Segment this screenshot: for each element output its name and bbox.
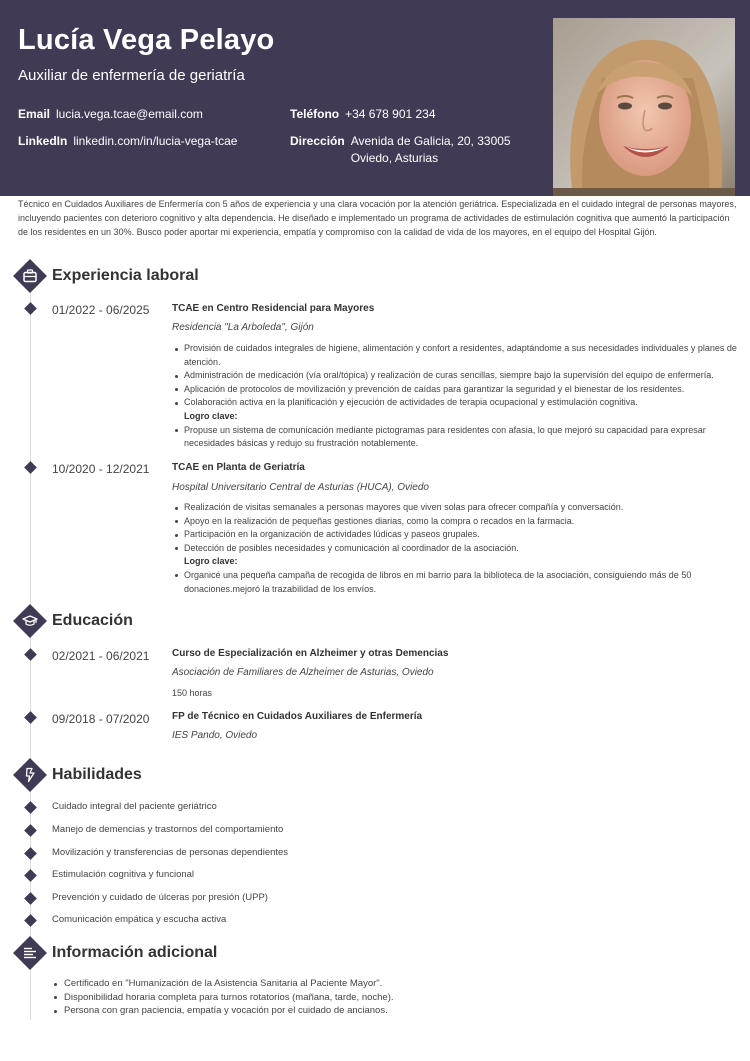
skill-item: Cuidado integral del paciente geriátrico [52, 801, 217, 812]
list-item: Detección de posibles necesidades y comunicación al coordinador de la asociación. [172, 542, 737, 556]
professional-summary: Técnico en Cuidados Auxiliares de Enfermería con 5 años de experiencia y una clara vocación por la atención geriátrica. Especializada en el cuidado integral de personas mayores, incluyendo pacientes con deterioro cognitivo y alta dependencia. He diseñado e implementado un programa de actividades de estimulación cognitiva que aumentó la participación de los residentes en un 30%. Busco poder aportar mi experiencia, empatía y compromiso con la calidad de vida de los mayores, en el equipo del Hospital Gijón. [18, 199, 737, 237]
linkedin-value[interactable]: linkedin.com/in/lucia-vega-tcae [73, 134, 238, 148]
timeline-marker [24, 461, 37, 474]
education-school: IES Pando, Oviedo [172, 730, 258, 741]
timeline-marker [24, 869, 37, 882]
list-item: Participación en la organización de actividades lúdicas y paseos grupales. [172, 528, 737, 542]
list-item: Provisión de cuidados integrales de higiene, alimentación y confort a residentes, adaptándome a sus necesidades individuales y planes de atención. [172, 342, 737, 369]
list-item: Colaboración activa en la planificación y ejecución de actividades de terapia ocupacional y estimulación cognitiva. [172, 396, 737, 410]
contact-email [18, 106, 203, 123]
section-title-additional: Información adicional [52, 944, 218, 961]
education-note: 150 horas [172, 688, 213, 698]
key-achievement-label: Logro clave: [184, 410, 238, 421]
job-title: TCAE en Centro Residencial para Mayores [172, 303, 375, 314]
timeline-marker [24, 892, 37, 905]
email-label: Email [18, 107, 51, 121]
section-education-header [13, 604, 133, 638]
timeline-marker [24, 302, 37, 315]
job-date-range: 10/2020 - 12/2021 [52, 462, 150, 476]
job-employer: Hospital Universitario Central de Asturias (HUCA), Oviedo [172, 482, 429, 493]
education-school: Asociación de Familiares de Alzheimer de Asturias, Oviedo [172, 667, 434, 678]
linkedin-label: LinkedIn [18, 134, 68, 148]
education-date-range: 09/2018 - 07/2020 [52, 712, 150, 726]
section-additional-header [13, 936, 217, 970]
job-responsibilities [172, 501, 737, 596]
list-item: Persona con gran paciencia, empatía y vocación por el cuidado de ancianos. [52, 1004, 652, 1018]
skill-item: Manejo de demencias y trastornos del comportamiento [52, 824, 284, 835]
key-achievement: Propuse un sistema de comunicación mediante pictogramas para residentes con afasia, lo que mejoró su capacidad para expresar necesidades básicas y redujo su frustración notablemente. [172, 424, 737, 451]
briefcase-icon [22, 268, 38, 284]
timeline-marker [24, 914, 37, 927]
section-icon-badge [13, 936, 47, 970]
key-achievement: Organicé una pequeña campaña de recogida de libros en mi barrio para la biblioteca de la asociación, consiguiendo más de 50 donaciones.mejoró la trazabilidad de los envíos. [172, 569, 737, 596]
additional-info-list [52, 977, 652, 1018]
resume-header [0, 0, 750, 196]
contact-address [290, 133, 551, 167]
section-skills-header [13, 758, 142, 792]
job-date-range: 01/2022 - 06/2025 [52, 303, 150, 317]
address-label: Dirección [290, 134, 345, 148]
candidate-name: Lucía Vega Pelayo [18, 24, 275, 56]
list-item: Realización de visitas semanales a personas mayores que viven solas para ofrecer compañía y conversación. [172, 501, 737, 515]
education-degree: Curso de Especialización en Alzheimer y otras Demencias [172, 648, 449, 659]
section-icon-badge [13, 604, 47, 638]
text-lines-icon [22, 945, 38, 961]
phone-label: Teléfono [290, 107, 340, 121]
section-icon-badge [13, 758, 47, 792]
list-item: Disponibilidad horaria completa para turnos rotatorios (mañana, tarde, noche). [52, 991, 652, 1005]
job-responsibilities [172, 342, 737, 451]
education-degree: FP de Técnico en Cuidados Auxiliares de Enfermería [172, 711, 423, 722]
section-icon-badge [13, 259, 47, 293]
skill-item: Movilización y transferencias de personas dependientes [52, 847, 289, 858]
timeline-marker [24, 648, 37, 661]
lightning-icon [22, 767, 38, 783]
profile-photo [553, 18, 735, 196]
section-title-experience: Experiencia laboral [52, 267, 199, 284]
phone-value: +34 678 901 234 [345, 107, 436, 121]
timeline-line [30, 270, 31, 1020]
job-title: TCAE en Planta de Geriatría [172, 462, 305, 473]
skill-item: Comunicación empática y escucha activa [52, 914, 227, 925]
email-value[interactable]: lucia.vega.tcae@email.com [56, 107, 203, 121]
contact-linkedin [18, 133, 237, 150]
candidate-title: Auxiliar de enfermería de geriatría [18, 67, 245, 84]
portrait-image [553, 18, 735, 196]
section-experience-header [13, 259, 199, 293]
list-item: Aplicación de protocolos de movilización y prevención de caídas para garantizar la seguridad y el bienestar de los residentes. [172, 383, 737, 397]
list-item: Certificado en "Humanización de la Asistencia Sanitaria al Paciente Mayor". [52, 977, 652, 991]
list-item: Administración de medicación (vía oral/tópica) y realización de curas sencillas, siempre bajo la supervisión del equipo de enfermería. [172, 369, 737, 383]
timeline-marker [24, 711, 37, 724]
graduation-cap-icon [22, 613, 38, 629]
job-employer: Residencia "La Arboleda", Gijón [172, 322, 314, 333]
skill-item: Prevención y cuidado de úlceras por presión (UPP) [52, 892, 268, 903]
section-title-skills: Habilidades [52, 766, 142, 783]
key-achievement-label: Logro clave: [184, 556, 238, 567]
timeline-marker [24, 801, 37, 814]
contact-phone [290, 106, 436, 123]
list-item: Apoyo en la realización de pequeñas gestiones diarias, como la compra o recados en la farmacia. [172, 515, 737, 529]
address-value: Avenida de Galicia, 20, 33005 Oviedo, Asturias [350, 134, 511, 165]
section-title-education: Educación [52, 612, 133, 629]
skill-item: Estimulación cognitiva y funcional [52, 869, 195, 880]
education-date-range: 02/2021 - 06/2021 [52, 649, 150, 663]
timeline-marker [24, 824, 37, 837]
timeline-marker [24, 847, 37, 860]
